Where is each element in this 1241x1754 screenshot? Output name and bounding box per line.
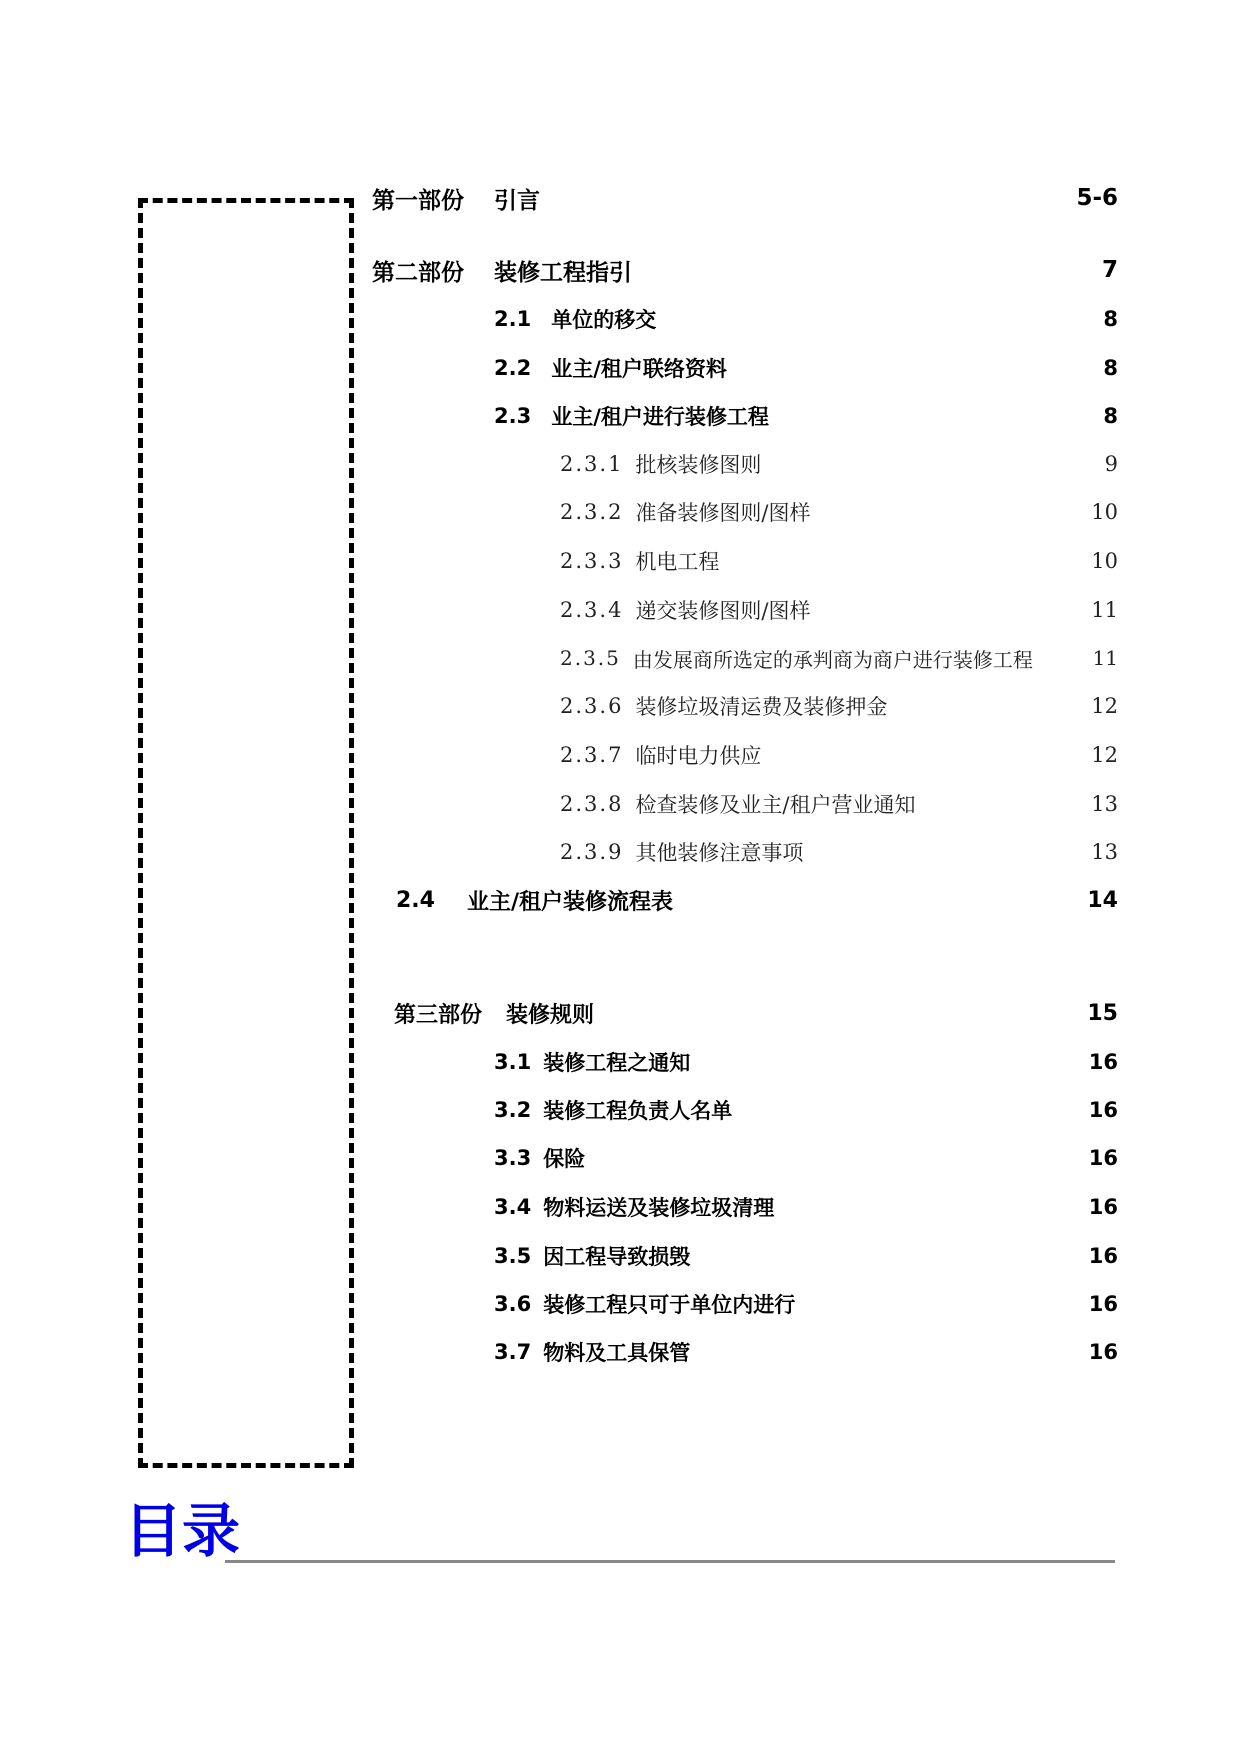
toc-entry-2-3-6[interactable] bbox=[560, 688, 1118, 724]
toc-page: 5-6 bbox=[1076, 185, 1118, 211]
toc-entry-2-3-4[interactable] bbox=[560, 592, 1118, 628]
toc-page: 15 bbox=[1087, 1000, 1118, 1026]
toc-page: 11 bbox=[1092, 646, 1118, 670]
toc-entry-2-2[interactable] bbox=[494, 350, 1118, 386]
toc-number: 第三部份 bbox=[394, 1002, 483, 1028]
toc-number: 3.5 bbox=[494, 1244, 532, 1268]
toc-page: 16 bbox=[1088, 1292, 1118, 1316]
toc-title: 装修工程之通知 bbox=[543, 1051, 691, 1075]
toc-entry-2-3-5[interactable] bbox=[560, 640, 1118, 676]
toc-page: 16 bbox=[1088, 1098, 1118, 1122]
toc-page: 10 bbox=[1091, 549, 1118, 573]
toc-title: 装修工程负责人名单 bbox=[543, 1099, 733, 1123]
toc-page: 13 bbox=[1091, 840, 1118, 864]
toc-title: 业主/租户进行装修工程 bbox=[551, 405, 769, 429]
toc-title: 物料及工具保管 bbox=[543, 1341, 691, 1365]
toc-number: 2.3.6 bbox=[560, 694, 624, 718]
toc-title: 递交装修图则/图样 bbox=[635, 599, 811, 623]
toc-entry-2-3-8[interactable] bbox=[560, 786, 1118, 822]
toc-entry-3-3[interactable] bbox=[494, 1140, 1118, 1176]
dashed-frame bbox=[138, 198, 354, 1468]
toc-number: 3.7 bbox=[494, 1340, 532, 1364]
toc-entry-3-4[interactable] bbox=[494, 1189, 1118, 1225]
toc-number: 2.3.2 bbox=[560, 500, 624, 524]
toc-page: 12 bbox=[1091, 694, 1118, 718]
toc-title: 装修垃圾清运费及装修押金 bbox=[635, 695, 888, 719]
toc-entry-part3[interactable] bbox=[394, 995, 1118, 1031]
toc-number: 3.3 bbox=[494, 1146, 532, 1170]
toc-number: 3.1 bbox=[494, 1050, 532, 1074]
toc-number: 2.2 bbox=[494, 356, 532, 380]
toc-number: 2.3.7 bbox=[560, 743, 624, 767]
toc-title: 业主/租户装修流程表 bbox=[466, 889, 674, 915]
toc-page: 11 bbox=[1091, 598, 1118, 622]
toc-page: 16 bbox=[1088, 1244, 1118, 1268]
toc-number: 2.3.9 bbox=[560, 840, 624, 864]
toc-entry-2-1[interactable] bbox=[494, 301, 1118, 337]
toc-title: 物料运送及装修垃圾清理 bbox=[543, 1196, 775, 1220]
toc-number: 2.3.5 bbox=[560, 646, 621, 670]
toc-title: 装修工程只可于单位内进行 bbox=[543, 1293, 796, 1317]
toc-number: 2.3.1 bbox=[560, 452, 624, 476]
toc-title: 准备装修图则/图样 bbox=[635, 501, 811, 525]
toc-entry-2-3-9[interactable] bbox=[560, 834, 1118, 870]
toc-page: 13 bbox=[1091, 792, 1118, 816]
toc-number: 2.1 bbox=[494, 307, 532, 331]
toc-entry-part2[interactable] bbox=[372, 252, 1118, 288]
toc-entry-3-5[interactable] bbox=[494, 1238, 1118, 1274]
toc-entry-2-3[interactable] bbox=[494, 398, 1118, 434]
toc-page: 16 bbox=[1088, 1340, 1118, 1364]
toc-page: 16 bbox=[1088, 1050, 1118, 1074]
toc-page: 14 bbox=[1087, 887, 1118, 913]
toc-title: 装修工程指引 bbox=[494, 259, 632, 286]
toc-entry-part1[interactable] bbox=[372, 180, 1118, 216]
toc-page: 8 bbox=[1103, 307, 1118, 331]
toc-number: 第一部份 bbox=[372, 187, 464, 214]
toc-entry-2-3-2[interactable] bbox=[560, 494, 1118, 530]
toc-page: 16 bbox=[1088, 1146, 1118, 1170]
toc-title: 由发展商所选定的承判商为商户进行装修工程 bbox=[632, 647, 1033, 672]
toc-entry-3-1[interactable] bbox=[494, 1044, 1118, 1080]
toc-number: 2.3.3 bbox=[560, 549, 624, 573]
toc-title: 单位的移交 bbox=[551, 308, 657, 332]
toc-page: 8 bbox=[1103, 356, 1118, 380]
toc-number: 2.3 bbox=[494, 404, 532, 428]
toc-page: 10 bbox=[1091, 500, 1118, 524]
toc-title: 机电工程 bbox=[635, 550, 720, 574]
toc-entry-3-6[interactable] bbox=[494, 1286, 1118, 1322]
toc-page: 12 bbox=[1091, 743, 1118, 767]
toc-title: 临时电力供应 bbox=[635, 744, 762, 768]
title-underline bbox=[225, 1560, 1115, 1563]
toc-number: 3.6 bbox=[494, 1292, 532, 1316]
toc-title: 因工程导致损毁 bbox=[543, 1245, 691, 1269]
toc-number: 2.3.8 bbox=[560, 792, 624, 816]
toc-title: 业主/租户联络资料 bbox=[551, 357, 727, 381]
toc-title: 其他装修注意事项 bbox=[635, 841, 804, 865]
toc-page: 8 bbox=[1103, 404, 1118, 428]
toc-entry-2-4[interactable] bbox=[396, 882, 1118, 918]
toc-number: 2.3.4 bbox=[560, 598, 624, 622]
toc-title: 批核装修图则 bbox=[635, 453, 762, 477]
toc-entry-2-3-7[interactable] bbox=[560, 737, 1118, 773]
toc-entry-3-7[interactable] bbox=[494, 1334, 1118, 1370]
toc-title: 检查装修及业主/租户营业通知 bbox=[635, 793, 916, 817]
toc-page: 9 bbox=[1104, 452, 1118, 476]
toc-number: 2.4 bbox=[396, 887, 435, 913]
toc-entry-2-3-1[interactable] bbox=[560, 446, 1118, 482]
toc-title: 装修规则 bbox=[506, 1002, 595, 1028]
toc-page: 7 bbox=[1101, 257, 1118, 283]
toc-page: 16 bbox=[1088, 1195, 1118, 1219]
toc-title: 保险 bbox=[543, 1147, 586, 1171]
toc-entry-2-3-3[interactable] bbox=[560, 543, 1118, 579]
page-title: 目录 bbox=[124, 1497, 241, 1565]
toc-number: 3.2 bbox=[494, 1098, 532, 1122]
toc-number: 第二部份 bbox=[372, 259, 464, 286]
toc-title: 引言 bbox=[494, 187, 540, 214]
toc-number: 3.4 bbox=[494, 1195, 532, 1219]
toc-entry-3-2[interactable] bbox=[494, 1092, 1118, 1128]
